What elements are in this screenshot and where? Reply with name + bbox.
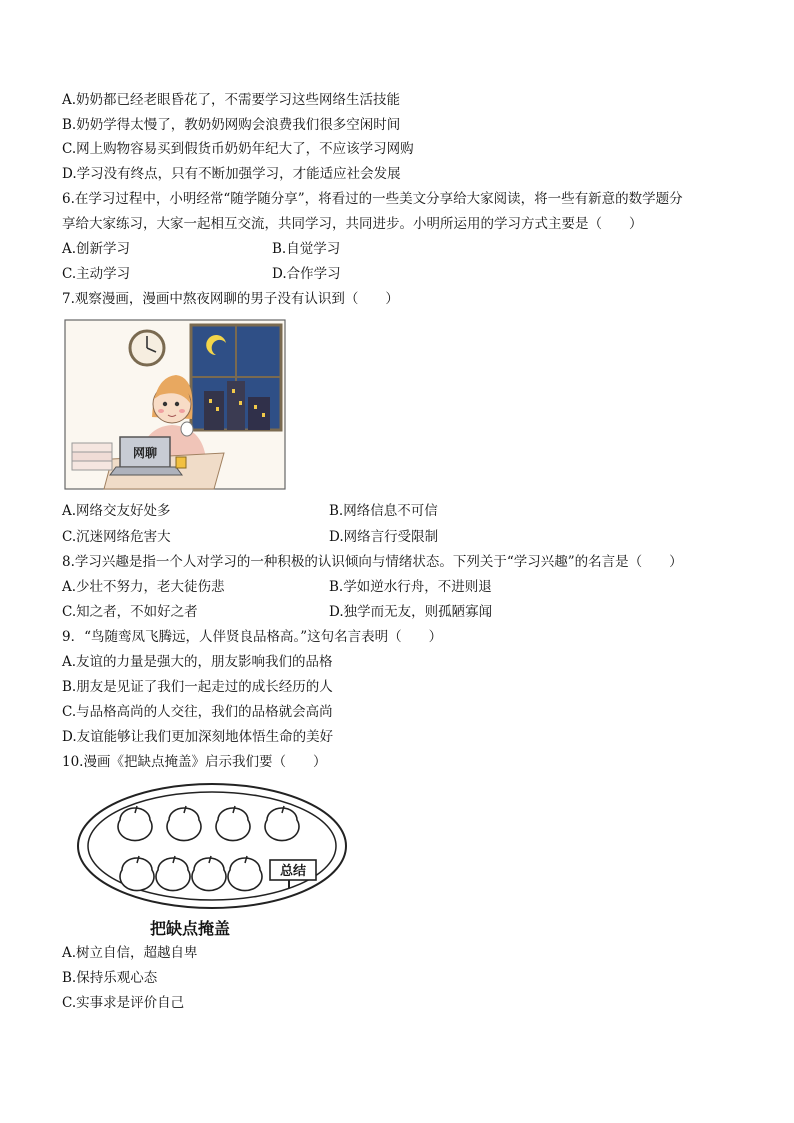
q10-stem: 10.漫画《把缺点掩盖》启示我们要（ ） (62, 754, 327, 770)
q8-option-c: C.知之者，不如好之者 (62, 604, 198, 620)
q9-option-c: C.与品格高尚的人交往，我们的品格就会高尚 (62, 704, 333, 720)
q5-option-a: A.奶奶都已经老眼昏花了，不需要学习这些网络生活技能 (62, 92, 401, 108)
q5-option-d: D.学习没有终点，只有不断加强学习，才能适应社会发展 (62, 166, 401, 182)
q10-option-c: C.实事求是评价自己 (62, 995, 185, 1011)
q6-option-c: C.主动学习 (62, 266, 131, 282)
q9-option-b: B.朋友是见证了我们一起走过的成长经历的人 (62, 679, 333, 695)
q9-stem: 9．“鸟随鸾凤飞腾远，人伴贤良品格高。”这句名言表明（ ） (62, 629, 443, 645)
q7-option-b: B.网络信息不可信 (329, 503, 438, 519)
q7-stem: 7.观察漫画，漫画中熬夜网聊的男子没有认识到（ ） (62, 291, 399, 307)
laptop-label: 网聊 (132, 446, 158, 460)
q8-option-b: B.学如逆水行舟，不进则退 (329, 579, 492, 595)
cartoon-caption: 把缺点掩盖 (149, 919, 231, 938)
q10-option-a: A.树立自信，超越自卑 (62, 945, 198, 961)
q10-option-b: B.保持乐观心态 (62, 970, 158, 986)
q7-option-a: A.网络交友好处多 (62, 503, 171, 519)
q8-option-d: D.独学而无友，则孤陋寡闻 (329, 604, 493, 620)
q6-option-b: B.自觉学习 (272, 241, 341, 257)
q9-option-d: D.友谊能够让我们更加深刻地体悟生命的美好 (62, 729, 334, 745)
q6-stem-line2: 享给大家练习，大家一起相互交流，共同学习，共同进步。小明所运用的学习方式主要是（ ） (62, 216, 643, 232)
q7-cartoon-late-night-chat (64, 319, 286, 490)
q6-stem-line1: 6.在学习过程中，小明经常“随学随分享”，将看过的一些美文分享给大家阅读，将一些有新意的数学题分 (62, 191, 683, 207)
q9-option-a: A.友谊的力量是强大的，朋友影响我们的品格 (62, 654, 333, 670)
q8-stem: 8.学习兴趣是指一个人对学习的一种积极的认识倾向与情绪状态。下列关于“学习兴趣”的名言是（ ） (62, 554, 683, 570)
q6-option-d: D.合作学习 (272, 266, 341, 282)
q10-cartoon-plate-of-apples (76, 780, 348, 942)
q5-option-c: C.网上购物容易买到假货币奶奶年纪大了，不应该学习网购 (62, 141, 414, 157)
q8-option-a: A.少壮不努力，老大徒伤悲 (62, 579, 225, 595)
sign-label: 总结 (279, 864, 307, 879)
q6-option-a: A.创新学习 (62, 241, 131, 257)
q7-option-c: C.沉迷网络危害大 (62, 529, 171, 545)
q7-option-d: D.网络言行受限制 (329, 529, 439, 545)
q5-option-b: B.奶奶学得太慢了，教奶奶网购会浪费我们很多空闲时间 (62, 117, 401, 133)
